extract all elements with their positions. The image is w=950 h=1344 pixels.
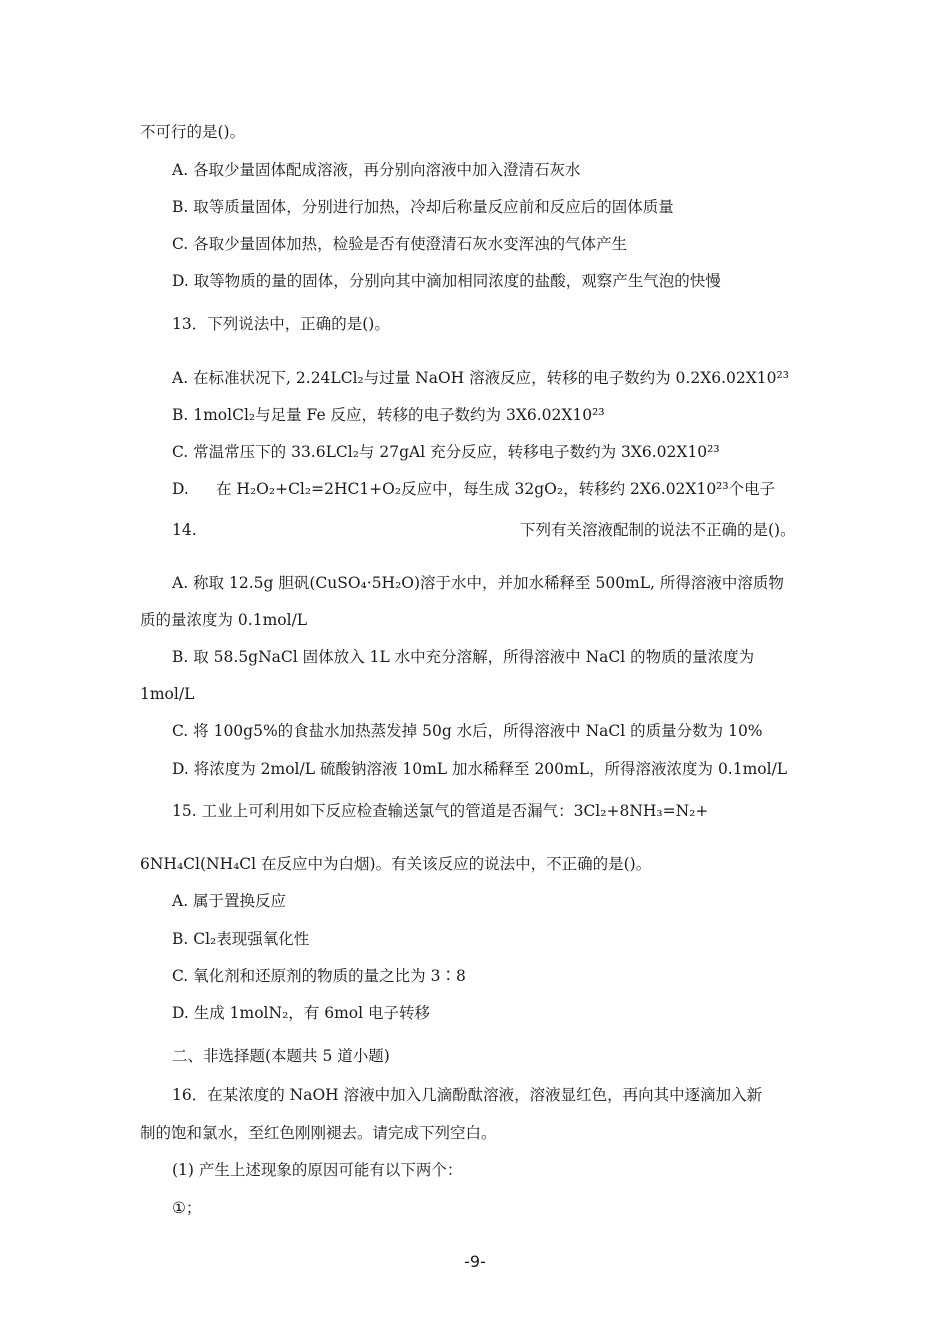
- q14-option-a-line1: A. 称取 12.5g 胆矾(CuSO₄·5H₂O)溶于水中，并加水稀释至 500mL, 所得溶液中溶质物: [172, 574, 784, 592]
- q12-tail: 不可行的是()。: [140, 123, 246, 141]
- q13-option-c: C. 常温常压下的 33.6LCl₂与 27gAl 充分反应，转移电子数约为 3X6.02X10²³: [172, 443, 720, 461]
- q14-number: 14.: [172, 521, 197, 539]
- q14-option-b-line1: B. 取 58.5gNaCl 固体放入 1L 水中充分溶解，所得溶液中 NaCl 的物质的量浓度为: [172, 648, 755, 666]
- q15-stem-line1: 15. 工业上可利用如下反应检查输送氯气的管道是否漏气：3Cl₂+8NH₃=N₂+: [172, 802, 709, 820]
- q15-option-d: D. 生成 1molN₂，有 6mol 电子转移: [172, 1004, 430, 1022]
- section-heading: 二、非选择题(本题共 5 道小题): [172, 1047, 390, 1065]
- q13-option-a: A. 在标准状况下, 2.24LCl₂与过量 NaOH 溶液反应，转移的电子数约为 0.2X6.02X10²³: [172, 369, 789, 387]
- q13-option-d: 在 H₂O₂+Cl₂=2HC1+O₂反应中，每生成 32gO₂，转移约 2X6.02X10²³个电子: [216, 480, 776, 498]
- q16-part1: (1) 产生上述现象的原因可能有以下两个：: [172, 1161, 463, 1179]
- q12-option-b: B. 取等质量固体，分别进行加热，冷却后称量反应前和反应后的固体质量: [172, 198, 674, 216]
- q13-option-b: B. 1molCl₂与足量 Fe 反应，转移的电子数约为 3X6.02X10²³: [172, 406, 605, 424]
- q14-option-b-line2: 1mol/L: [140, 685, 195, 703]
- q12-option-d: D. 取等物质的量的固体，分别向其中滴加相同浓度的盐酸，观察产生气泡的快慢: [172, 272, 721, 290]
- q14-option-c: C. 将 100g5%的食盐水加热蒸发掉 50g 水后，所得溶液中 NaCl 的质量分数为 10%: [172, 722, 763, 740]
- q12-option-a: A. 各取少量固体配成溶液，再分别向溶液中加入澄清石灰水: [172, 161, 581, 179]
- q15-option-b: B. Cl₂表现强氧化性: [172, 930, 310, 948]
- q13-stem: 13．下列说法中，正确的是()。: [172, 315, 390, 333]
- q12-option-c: C. 各取少量固体加热，检验是否有使澄清石灰水变浑浊的气体产生: [172, 235, 628, 253]
- q14-option-d: D. 将浓度为 2mol/L 硫酸钠溶液 10mL 加水稀释至 200mL，所得溶液浓度为 0.1mol/L: [172, 760, 788, 778]
- q14-option-a-line2: 质的量浓度为 0.1mol/L: [140, 611, 308, 629]
- q16-part1-item1: ①；: [172, 1199, 202, 1217]
- q13-option-d-letter: D.: [172, 480, 189, 498]
- q16-stem-line1: 16．在某浓度的 NaOH 溶液中加入几滴酚酞溶液，溶液显红色，再向其中逐滴加入新: [172, 1086, 763, 1104]
- q15-option-c: C. 氧化剂和还原剂的物质的量之比为 3∶8: [172, 967, 466, 985]
- q15-option-a: A. 属于置换反应: [172, 892, 287, 910]
- q15-stem-line2: 6NH₄Cl(NH₄Cl 在反应中为白烟)。有关该反应的说法中，不正确的是()。: [140, 855, 652, 873]
- q16-stem-line2: 制的饱和氯水，至红色刚刚褪去。请完成下列空白。: [140, 1124, 497, 1142]
- q14-stem: 下列有关溶液配制的说法不正确的是()。: [520, 521, 796, 539]
- page-number: -9-: [464, 1252, 486, 1271]
